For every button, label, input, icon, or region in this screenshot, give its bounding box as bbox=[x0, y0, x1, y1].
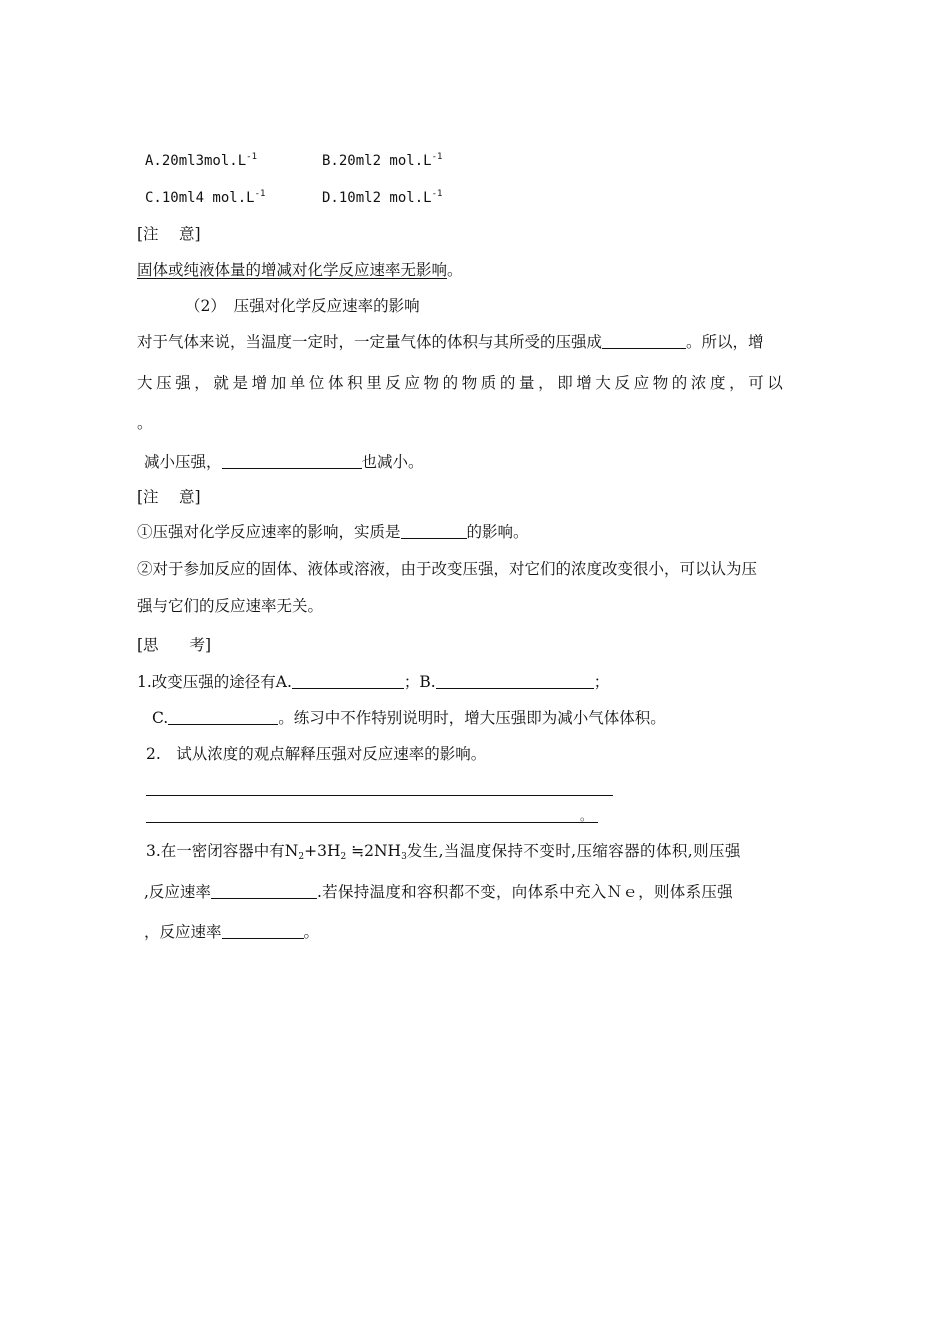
blank-q3-rate2[interactable] bbox=[222, 924, 304, 939]
q1-c-end: 。练习中不作特别说明时，增大压强即为减小气体体积。 bbox=[278, 709, 666, 727]
blank-decrease[interactable] bbox=[222, 454, 362, 469]
para-d-end: 也减小。 bbox=[361, 453, 424, 471]
blank-q3-rate1[interactable] bbox=[211, 884, 317, 899]
think-q1-c bbox=[152, 708, 666, 728]
section2-para-d bbox=[144, 452, 424, 472]
option-c-text: C.10ml4 mol.L bbox=[145, 190, 255, 206]
q1-c-label: C. bbox=[152, 709, 169, 727]
section2-para-a bbox=[137, 332, 764, 352]
option-a bbox=[145, 151, 257, 171]
option-d-sup: -1 bbox=[431, 189, 443, 199]
think-q2: 2. 试从浓度的观点解释压强对反应速率的影响。 bbox=[146, 745, 487, 763]
note2-item1 bbox=[137, 522, 529, 542]
think-q3-line1 bbox=[146, 841, 813, 861]
para-d-start: 减小压强， bbox=[144, 453, 222, 471]
option-d-text: D.10ml2 mol.L bbox=[322, 190, 432, 206]
note2-heading: [注 意] bbox=[137, 488, 201, 506]
q1-mid: ；B. bbox=[403, 673, 436, 691]
option-d bbox=[322, 188, 442, 208]
section2-para-c: 。 bbox=[137, 414, 153, 432]
think-heading: [思 考] bbox=[137, 636, 212, 654]
q3-arrow: ≒2NH bbox=[346, 842, 402, 860]
option-b-sup: -1 bbox=[431, 152, 443, 162]
q3-plus: +3H bbox=[304, 842, 341, 860]
para-a-end: 。所以，增 bbox=[686, 333, 764, 351]
q3-start: 3.在一密闭容器中有 bbox=[146, 842, 285, 860]
q3-n: N bbox=[284, 842, 299, 860]
option-b bbox=[322, 151, 442, 171]
q3-line2-end: .若保持温度和容积都不变，向体系中充入Ｎｅ，则体系压强 bbox=[316, 883, 733, 901]
option-a-sup: -1 bbox=[246, 152, 257, 162]
note1-line bbox=[137, 260, 463, 280]
q3-rest: 发生,当温度保持不变时,压缩容器的体积,则压强 bbox=[406, 842, 741, 860]
q3-line2-start: ,反应速率 bbox=[144, 883, 211, 901]
think-q1 bbox=[137, 672, 609, 692]
note2-item1-end: 的影响。 bbox=[466, 523, 529, 541]
para-a-text: 对于气体来说，当温度一定时，一定量气体的体积与其所受的压强成 bbox=[137, 333, 603, 351]
section2-title: （2） 压强对化学反应速率的影响 bbox=[185, 297, 420, 315]
blank-essence[interactable] bbox=[401, 524, 467, 539]
note2-item1-start: ①压强对化学反应速率的影响，实质是 bbox=[137, 523, 401, 541]
blank-q1-a[interactable] bbox=[292, 674, 404, 689]
option-c-sup: -1 bbox=[254, 189, 266, 199]
q3-n-sub: 2 bbox=[298, 852, 305, 862]
option-b-text: B.20ml2 mol.L bbox=[322, 153, 432, 169]
q3-nh-sub: 3 bbox=[401, 852, 407, 862]
answer-line-1[interactable] bbox=[146, 795, 613, 796]
option-a-text: A.20ml3mol.L bbox=[145, 153, 247, 169]
note2-item2-line1: ②对于参加反应的固体、液体或溶液，由于改变压强，对它们的浓度改变很小，可以认为压 bbox=[137, 560, 758, 578]
note1-underlined-text: 固体或纯液体量的增减对化学反应速率无影响 bbox=[137, 261, 448, 279]
answer-line-2[interactable] bbox=[146, 822, 598, 823]
think-q3-line2 bbox=[144, 882, 733, 902]
q3-line1-content bbox=[146, 841, 741, 861]
q2-end: 。 bbox=[580, 809, 593, 823]
note2-item2-line2: 强与它们的反应速率无关。 bbox=[137, 597, 324, 615]
q3-line3-end: 。 bbox=[303, 923, 320, 941]
blank-q1-c[interactable] bbox=[168, 710, 278, 725]
q3-h-sub: 2 bbox=[340, 852, 347, 862]
para-b-text: 大压强，就是增加单位体积里反应物的物质的量，即增大反应物的浓度，可以 bbox=[137, 374, 787, 392]
option-c bbox=[145, 188, 265, 208]
blank-proportion[interactable] bbox=[602, 334, 686, 349]
note1-end: 。 bbox=[447, 261, 463, 279]
q1-start: 1.改变压强的途径有A. bbox=[137, 673, 292, 691]
think-q3-line3 bbox=[144, 922, 319, 942]
section2-para-b bbox=[137, 373, 813, 393]
q3-line3-start: ，反应速率 bbox=[144, 923, 222, 941]
note1-heading: [注 意] bbox=[137, 225, 201, 243]
q1-end: ； bbox=[593, 673, 610, 691]
blank-q1-b[interactable] bbox=[436, 674, 594, 689]
